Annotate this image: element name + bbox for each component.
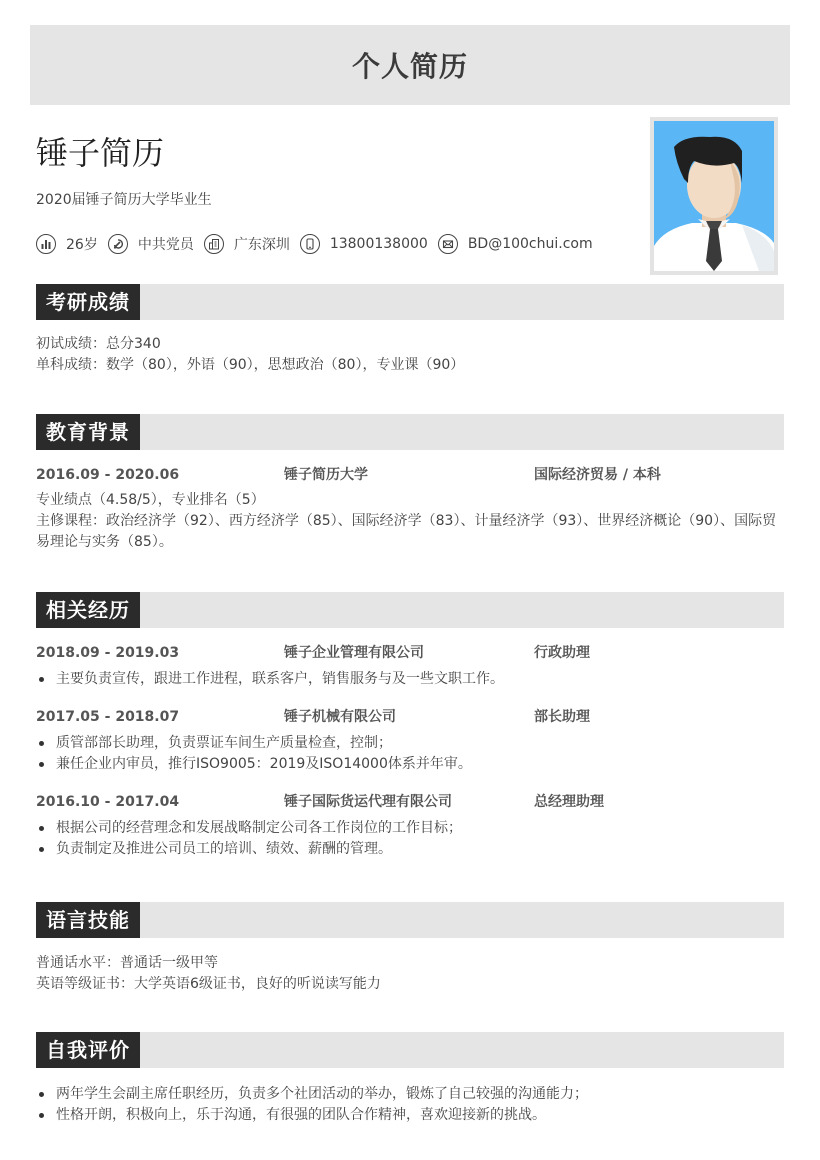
section-bar bbox=[36, 1032, 784, 1068]
language-line: 英语等级证书：大学英语6级证书，良好的听说读写能力 bbox=[36, 976, 381, 992]
experience-period: 2017.05 - 2018.07 bbox=[36, 709, 180, 725]
section-language bbox=[36, 902, 784, 995]
info-phone bbox=[300, 234, 428, 254]
self-eval-bullets bbox=[36, 1084, 784, 1126]
location-value: 广东深圳 bbox=[233, 237, 290, 253]
section-exam bbox=[36, 284, 784, 376]
experience-entry bbox=[36, 792, 784, 860]
experience-head bbox=[36, 792, 784, 812]
section-bar bbox=[36, 592, 784, 628]
building-icon bbox=[204, 234, 224, 254]
phone-icon bbox=[300, 234, 320, 254]
info-political bbox=[108, 234, 194, 254]
list-item: 性格开朗，积极向上，乐于沟通，有很强的团队合作精神，喜欢迎接新的挑战。 bbox=[36, 1105, 784, 1126]
education-line: 专业绩点（4.58/5），专业排名（5） bbox=[36, 492, 265, 508]
candidate-name: 锤子简历 bbox=[36, 134, 165, 172]
section-title: 语言技能 bbox=[36, 902, 140, 938]
chart-bar-icon bbox=[36, 234, 56, 254]
education-entry bbox=[36, 465, 784, 553]
email-value: BD@100chui.com bbox=[467, 236, 593, 252]
info-age bbox=[36, 234, 98, 254]
section-title: 相关经历 bbox=[36, 592, 140, 628]
page-header bbox=[30, 25, 790, 105]
experience-company: 锤子国际货运代理有限公司 bbox=[284, 794, 452, 810]
mail-icon bbox=[438, 234, 458, 254]
experience-head bbox=[36, 707, 784, 727]
exam-line: 单科成绩：数学（80），外语（90），思想政治（80），专业课（90） bbox=[36, 357, 465, 373]
political-value: 中共党员 bbox=[137, 237, 194, 253]
language-line: 普通话水平：普通话一级甲等 bbox=[36, 955, 218, 971]
section-title: 考研成绩 bbox=[36, 284, 140, 320]
experience-bullets bbox=[36, 818, 784, 860]
list-item: 质管部部长助理，负责票证车间生产质量检查，控制； bbox=[36, 733, 784, 754]
education-major: 国际经济贸易 / 本科 bbox=[534, 467, 661, 483]
info-email bbox=[438, 234, 593, 254]
list-item: 兼任企业内审员，推行ISO9005：2019及ISO14000体系并年审。 bbox=[36, 754, 784, 775]
section-education bbox=[36, 414, 784, 553]
list-item: 根据公司的经营理念和发展战略制定公司各工作岗位的工作目标； bbox=[36, 818, 784, 839]
section-bar bbox=[36, 902, 784, 938]
section-self-evaluation bbox=[36, 1032, 784, 1126]
age-value: 26岁 bbox=[66, 237, 98, 253]
section-bar bbox=[36, 284, 784, 320]
candidate-subtitle: 2020届锤子简历大学毕业生 bbox=[36, 192, 212, 208]
experience-role: 行政助理 bbox=[534, 645, 590, 661]
experience-head bbox=[36, 643, 784, 663]
avatar bbox=[650, 117, 778, 275]
experience-role: 总经理助理 bbox=[534, 794, 604, 810]
section-title: 教育背景 bbox=[36, 414, 140, 450]
section-title: 自我评价 bbox=[36, 1032, 140, 1068]
page-title: 个人简历 bbox=[351, 50, 468, 83]
info-row bbox=[36, 232, 636, 256]
list-item: 两年学生会副主席任职经历，负责多个社团活动的举办，锻炼了自己较强的沟通能力； bbox=[36, 1084, 784, 1105]
list-item: 主要负责宣传，跟进工作进程，联系客户，销售服务与及一些文职工作。 bbox=[36, 669, 784, 690]
experience-period: 2016.10 - 2017.04 bbox=[36, 794, 180, 810]
education-line: 主修课程：政治经济学（92）、西方经济学（85）、国际经济学（83）、计量经济学（93）、世界经济概论（90）、国际贸易理论与实务（85）。 bbox=[36, 513, 777, 550]
section-experience bbox=[36, 592, 784, 860]
list-item: 负责制定及推进公司员工的培训、绩效、薪酬的管理。 bbox=[36, 839, 784, 860]
info-location bbox=[204, 234, 290, 254]
experience-company: 锤子企业管理有限公司 bbox=[284, 645, 424, 661]
experience-bullets bbox=[36, 733, 784, 775]
education-school: 锤子简历大学 bbox=[284, 467, 368, 483]
exam-body bbox=[36, 334, 784, 376]
exam-line: 初试成绩：总分340 bbox=[36, 336, 161, 352]
section-bar bbox=[36, 414, 784, 450]
experience-company: 锤子机械有限公司 bbox=[284, 709, 396, 725]
party-emblem-icon bbox=[108, 234, 128, 254]
phone-value: 13800138000 bbox=[329, 236, 428, 252]
experience-period: 2018.09 - 2019.03 bbox=[36, 645, 180, 661]
experience-entry bbox=[36, 643, 784, 690]
education-head bbox=[36, 465, 784, 485]
experience-entry bbox=[36, 707, 784, 775]
experience-bullets bbox=[36, 669, 784, 690]
language-body bbox=[36, 953, 784, 995]
experience-role: 部长助理 bbox=[534, 709, 590, 725]
profile-section bbox=[36, 130, 636, 256]
education-period: 2016.09 - 2020.06 bbox=[36, 467, 180, 483]
